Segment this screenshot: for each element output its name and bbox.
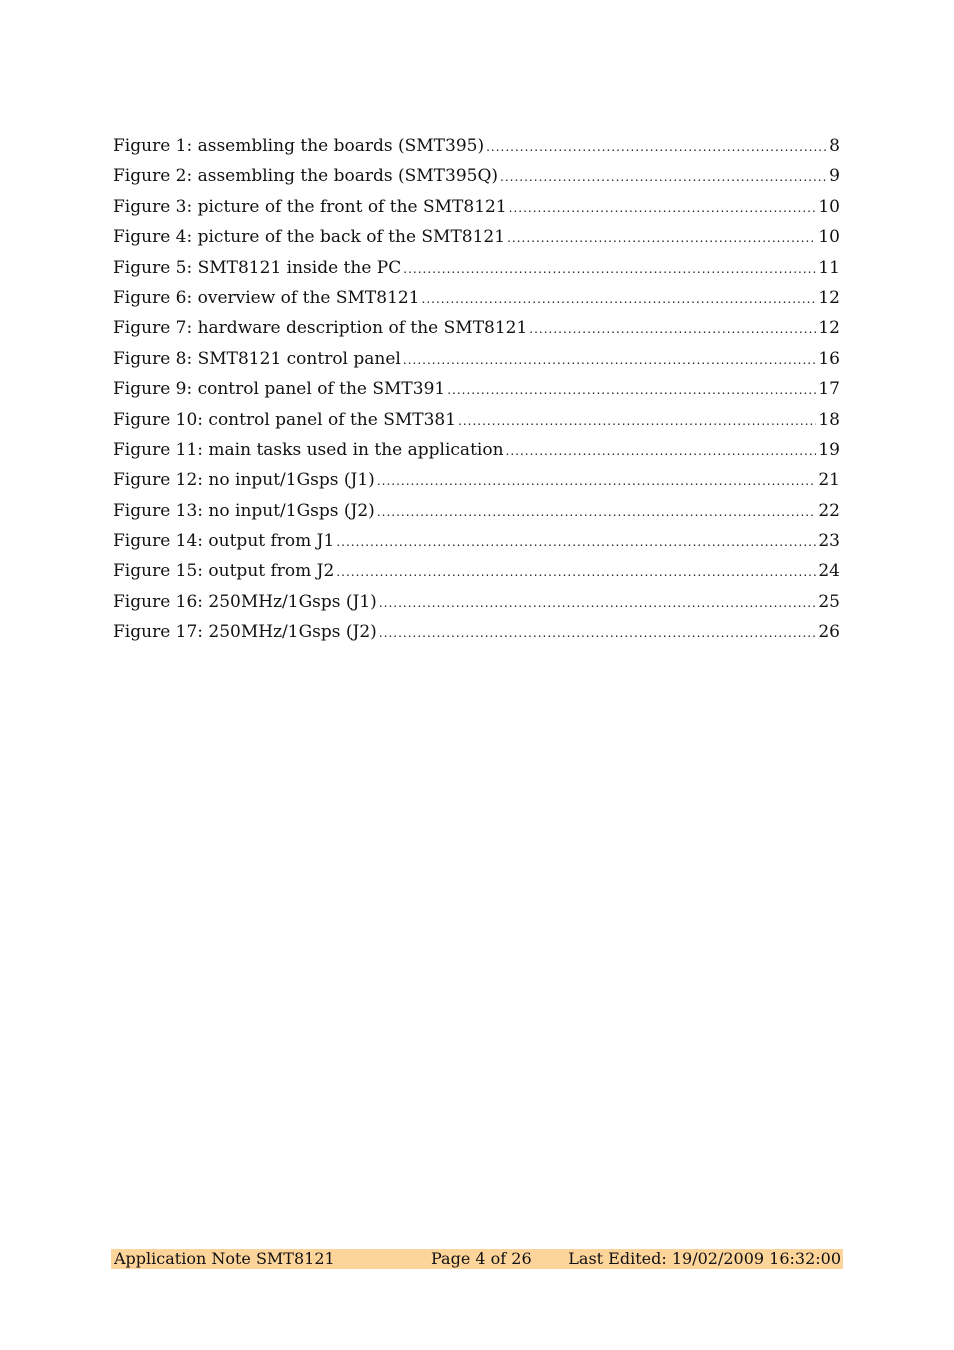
- toc-entry-page: 18: [818, 409, 840, 430]
- toc-leader-dots: [379, 626, 817, 640]
- toc-leader-dots: [377, 505, 817, 519]
- toc-entry[interactable]: [113, 255, 840, 285]
- toc-entry-page: 19: [818, 439, 840, 460]
- toc-entry[interactable]: [113, 437, 840, 467]
- toc-leader-dots: [377, 474, 817, 488]
- toc-leader-dots: [529, 322, 816, 336]
- toc-entry-label: Figure 2: assembling the boards (SMT395Q): [113, 166, 499, 187]
- toc-entry[interactable]: [113, 315, 840, 345]
- toc-entry-label: Figure 4: picture of the back of the SMT8121: [113, 227, 506, 248]
- toc-entry-page: 21: [818, 470, 840, 491]
- footer-last-edited: Last Edited: 19/02/2009 16:32:00: [568, 1249, 841, 1268]
- toc-entry-label: Figure 6: overview of the SMT8121: [113, 287, 420, 308]
- toc-leader-dots: [422, 292, 817, 306]
- table-of-figures: [113, 133, 840, 650]
- toc-leader-dots: [336, 535, 816, 549]
- toc-entry-label: Figure 12: no input/1Gsps (J1): [113, 470, 375, 491]
- footer-page-number: Page 4 of 26: [431, 1249, 532, 1268]
- toc-entry-page: 22: [818, 500, 840, 521]
- toc-leader-dots: [500, 170, 827, 184]
- toc-entry[interactable]: [113, 133, 840, 163]
- toc-leader-dots: [447, 383, 816, 397]
- toc-entry-label: Figure 10: control panel of the SMT381: [113, 409, 457, 430]
- toc-entry[interactable]: [113, 467, 840, 497]
- toc-entry-label: Figure 3: picture of the front of the SMT8121: [113, 196, 507, 217]
- toc-entry-label: Figure 16: 250MHz/1Gsps (J1): [113, 591, 377, 612]
- toc-entry-label: Figure 7: hardware description of the SMT8121: [113, 318, 528, 339]
- toc-entry-label: Figure 17: 250MHz/1Gsps (J2): [113, 622, 377, 643]
- toc-leader-dots: [506, 444, 817, 458]
- toc-entry-label: Figure 8: SMT8121 control panel: [113, 348, 401, 369]
- toc-entry-label: Figure 14: output from J1: [113, 531, 335, 552]
- toc-entry[interactable]: [113, 498, 840, 528]
- toc-entry-page: 23: [818, 531, 840, 552]
- toc-entry[interactable]: [113, 224, 840, 254]
- toc-entry-label: Figure 1: assembling the boards (SMT395): [113, 136, 485, 156]
- toc-leader-dots: [403, 353, 816, 367]
- toc-entry-page: 11: [818, 257, 840, 278]
- toc-entry[interactable]: [113, 407, 840, 437]
- toc-entry-label: Figure 5: SMT8121 inside the PC: [113, 257, 402, 278]
- toc-entry[interactable]: [113, 194, 840, 224]
- toc-entry[interactable]: [113, 346, 840, 376]
- toc-leader-dots: [403, 262, 816, 276]
- page-footer: [111, 1249, 843, 1269]
- toc-leader-dots: [509, 201, 817, 215]
- toc-entry-page: 9: [829, 166, 840, 187]
- toc-entry-page: 24: [818, 561, 840, 582]
- toc-entry-page: 16: [818, 348, 840, 369]
- toc-entry-page: 26: [818, 622, 840, 643]
- toc-entry-label: Figure 11: main tasks used in the application: [113, 439, 504, 460]
- toc-entry-page: 25: [818, 591, 840, 612]
- toc-entry[interactable]: [113, 589, 840, 619]
- toc-leader-dots: [336, 565, 816, 579]
- toc-entry[interactable]: [113, 376, 840, 406]
- toc-entry[interactable]: [113, 558, 840, 588]
- toc-leader-dots: [379, 596, 817, 610]
- toc-leader-dots: [458, 414, 816, 428]
- toc-entry[interactable]: [113, 619, 840, 649]
- toc-entry[interactable]: [113, 163, 840, 193]
- footer-document-title: Application Note SMT8121: [114, 1249, 335, 1268]
- toc-entry-label: Figure 13: no input/1Gsps (J2): [113, 500, 375, 521]
- toc-entry[interactable]: [113, 285, 840, 315]
- toc-entry-label: Figure 9: control panel of the SMT391: [113, 379, 446, 400]
- toc-leader-dots: [486, 140, 827, 154]
- toc-entry-page: 10: [818, 196, 840, 217]
- toc-entry-label: Figure 15: output from J2: [113, 561, 335, 582]
- toc-entry-page: 12: [818, 287, 840, 308]
- toc-entry-page: 8: [829, 136, 840, 156]
- toc-entry[interactable]: [113, 528, 840, 558]
- toc-leader-dots: [507, 231, 816, 245]
- toc-entry-page: 10: [818, 227, 840, 248]
- toc-entry-page: 17: [818, 379, 840, 400]
- toc-entry-page: 12: [818, 318, 840, 339]
